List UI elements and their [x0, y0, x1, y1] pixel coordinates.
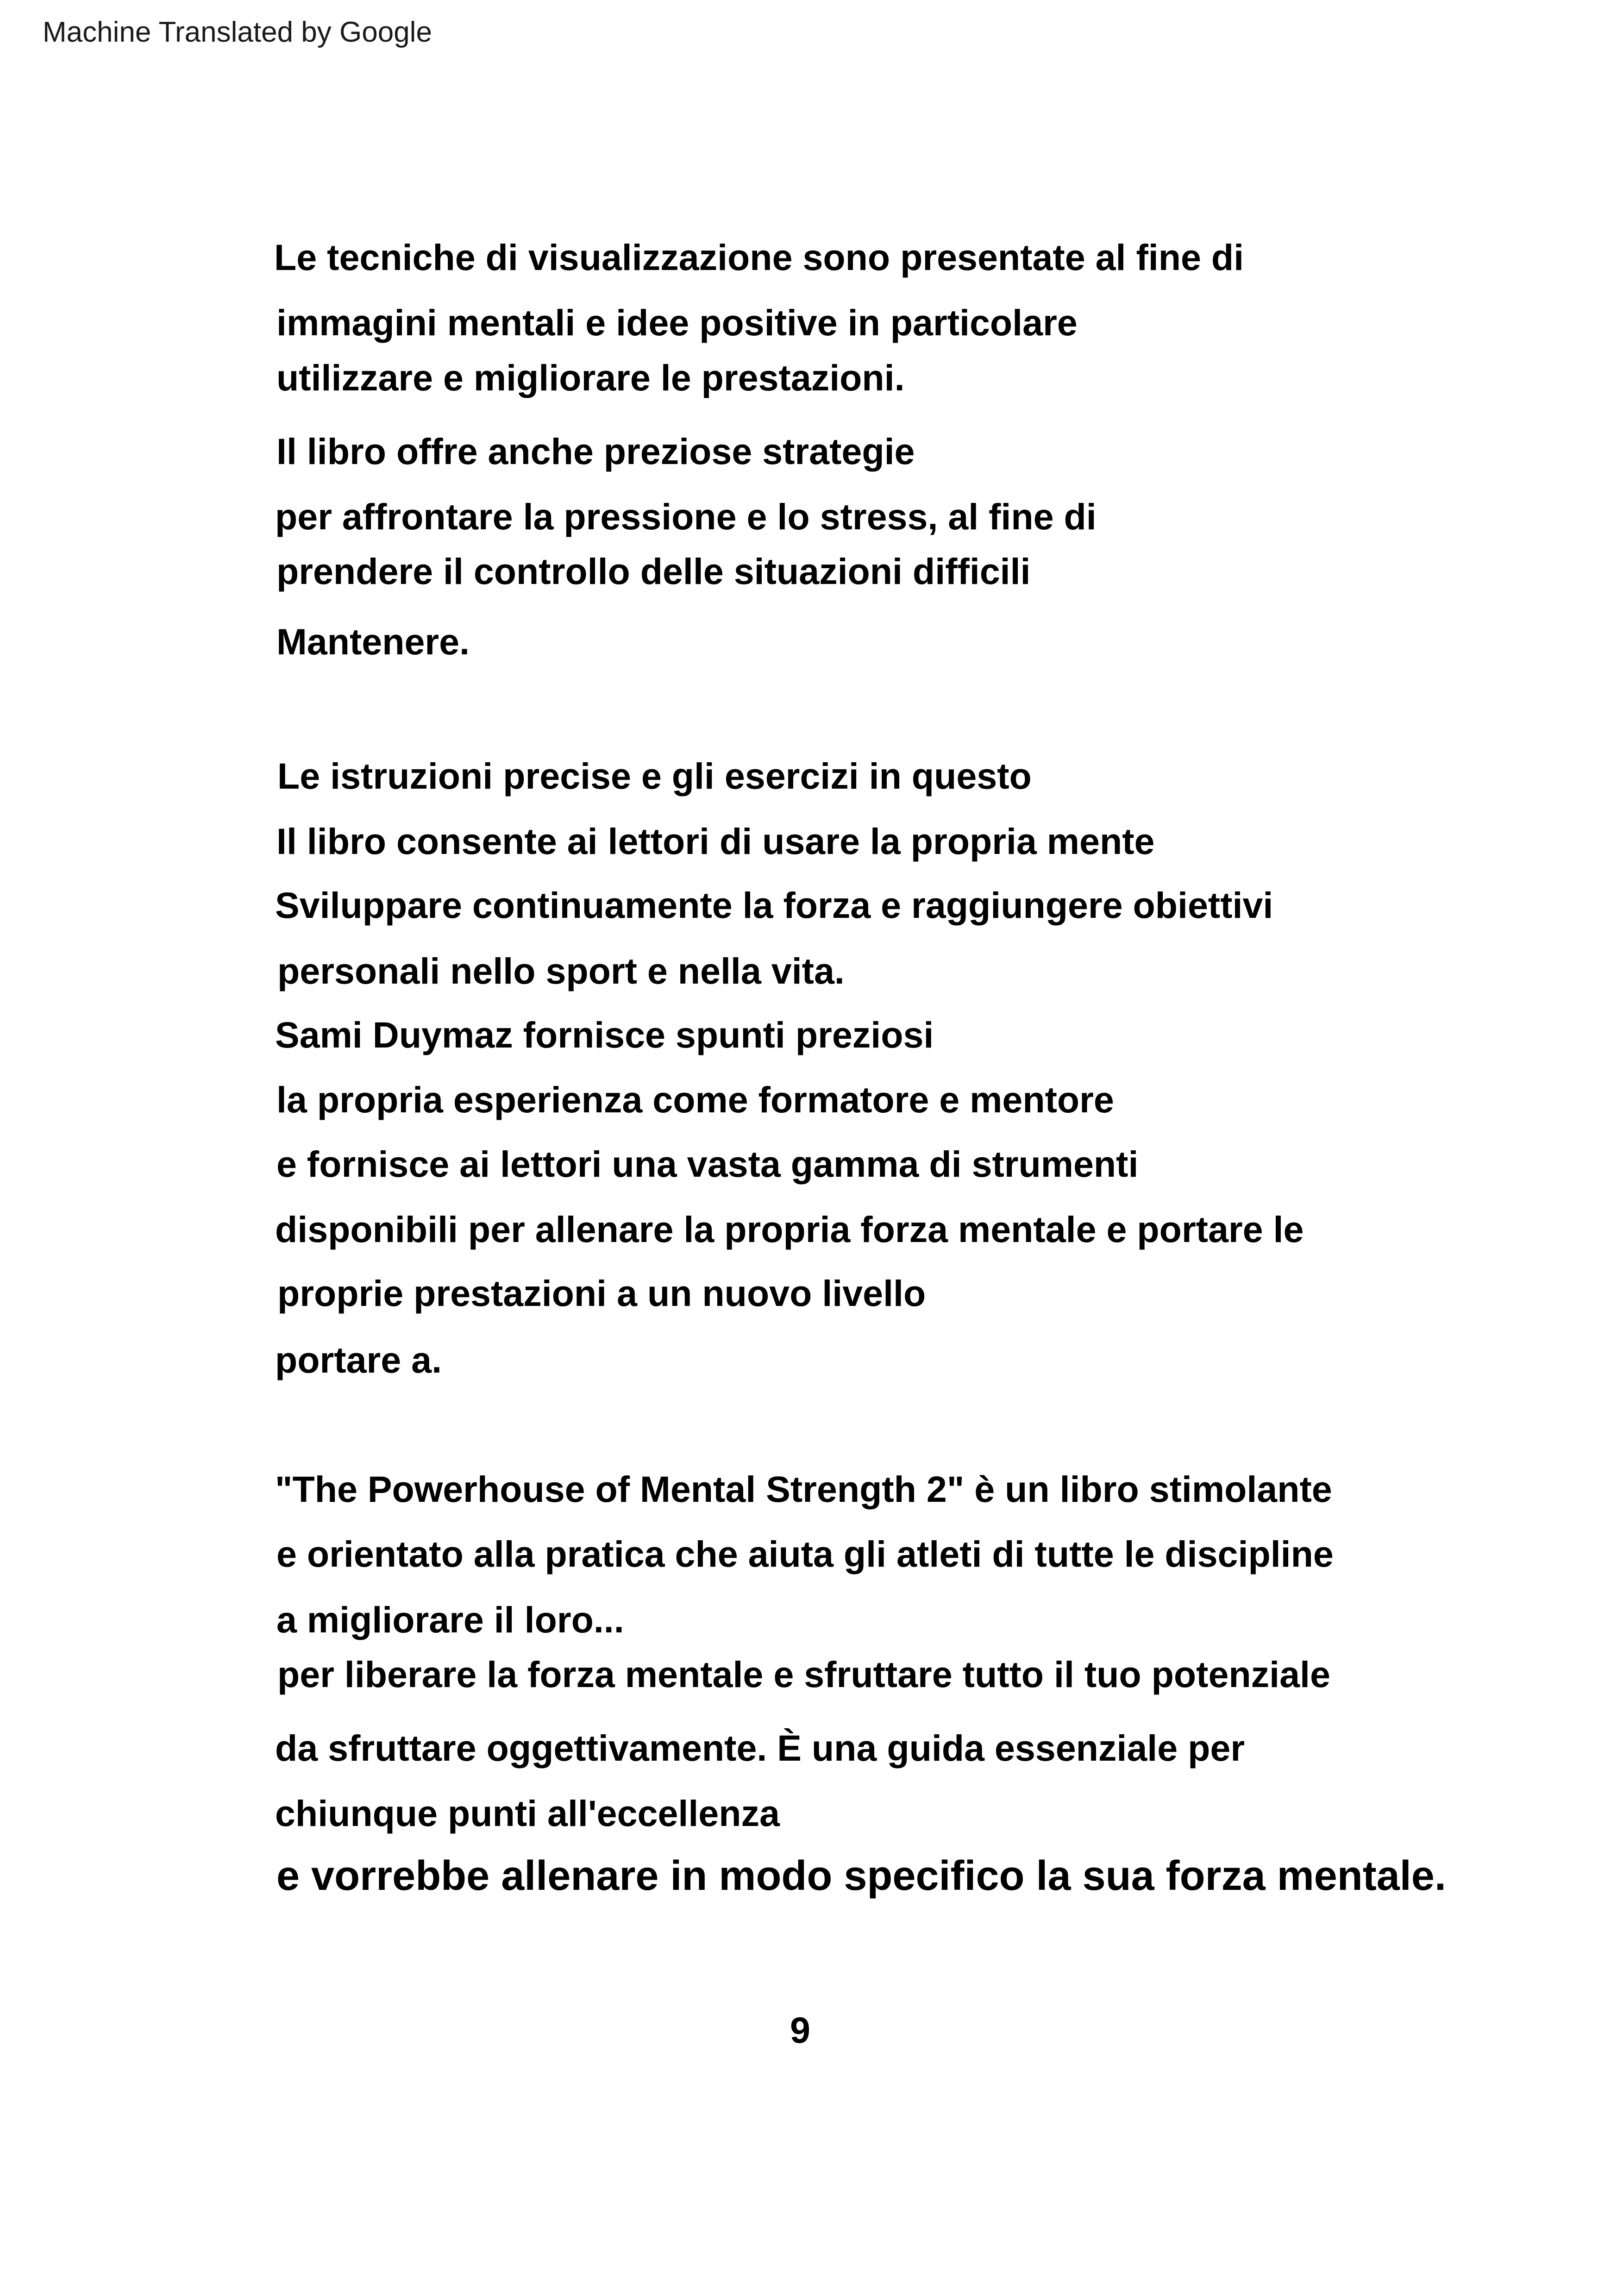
text-line: per liberare la forza mentale e sfruttare tutto il tuo potenziale — [277, 1654, 1330, 1695]
text-line: prendere il controllo delle situazioni difficili — [276, 551, 1031, 592]
text-line: e vorrebbe allenare in modo specifico la sua forza mentale. — [276, 1853, 1446, 1899]
text-line: Sviluppare continuamente la forza e raggiungere obiettivi — [275, 885, 1273, 926]
text-line: utilizzare e migliorare le prestazioni. — [276, 357, 905, 398]
text-line: Mantenere. — [276, 621, 470, 662]
text-line: disponibili per allenare la propria forza mentale e portare le — [275, 1209, 1304, 1250]
machine-translation-note: Machine Translated by Google — [43, 16, 432, 48]
text-line: per affrontare la pressione e lo stress, al fine di — [275, 496, 1097, 537]
text-line: portare a. — [275, 1339, 442, 1380]
text-line: Il libro consente ai lettori di usare la propria mente — [276, 821, 1155, 862]
text-line: e orientato alla pratica che aiuta gli atleti di tutte le discipline — [276, 1533, 1334, 1575]
text-line: immagini mentali e idee positive in particolare — [276, 302, 1078, 343]
text-line: la propria esperienza come formatore e mentore — [276, 1079, 1114, 1120]
text-line: Il libro offre anche preziose strategie — [276, 431, 915, 472]
text-line: da sfruttare oggettivamente. È una guida essenziale per — [275, 1727, 1245, 1769]
text-line: a migliorare il loro... — [276, 1599, 624, 1640]
text-line: Le istruzioni precise e gli esercizi in questo — [277, 755, 1032, 797]
text-line: Le tecniche di visualizzazione sono presentate al fine di — [274, 237, 1244, 278]
text-line: proprie prestazioni a un nuovo livello — [277, 1273, 926, 1314]
text-line: chiunque punti all'eccellenza — [275, 1793, 780, 1834]
page-number: 9 — [790, 2009, 810, 2051]
text-line: Sami Duymaz fornisce spunti preziosi — [275, 1014, 934, 1055]
text-line: e fornisce ai lettori una vasta gamma di strumenti — [276, 1143, 1139, 1185]
text-line: "The Powerhouse of Mental Strength 2" è un libro stimolante — [275, 1468, 1332, 1510]
text-line: personali nello sport e nella vita. — [277, 950, 845, 991]
